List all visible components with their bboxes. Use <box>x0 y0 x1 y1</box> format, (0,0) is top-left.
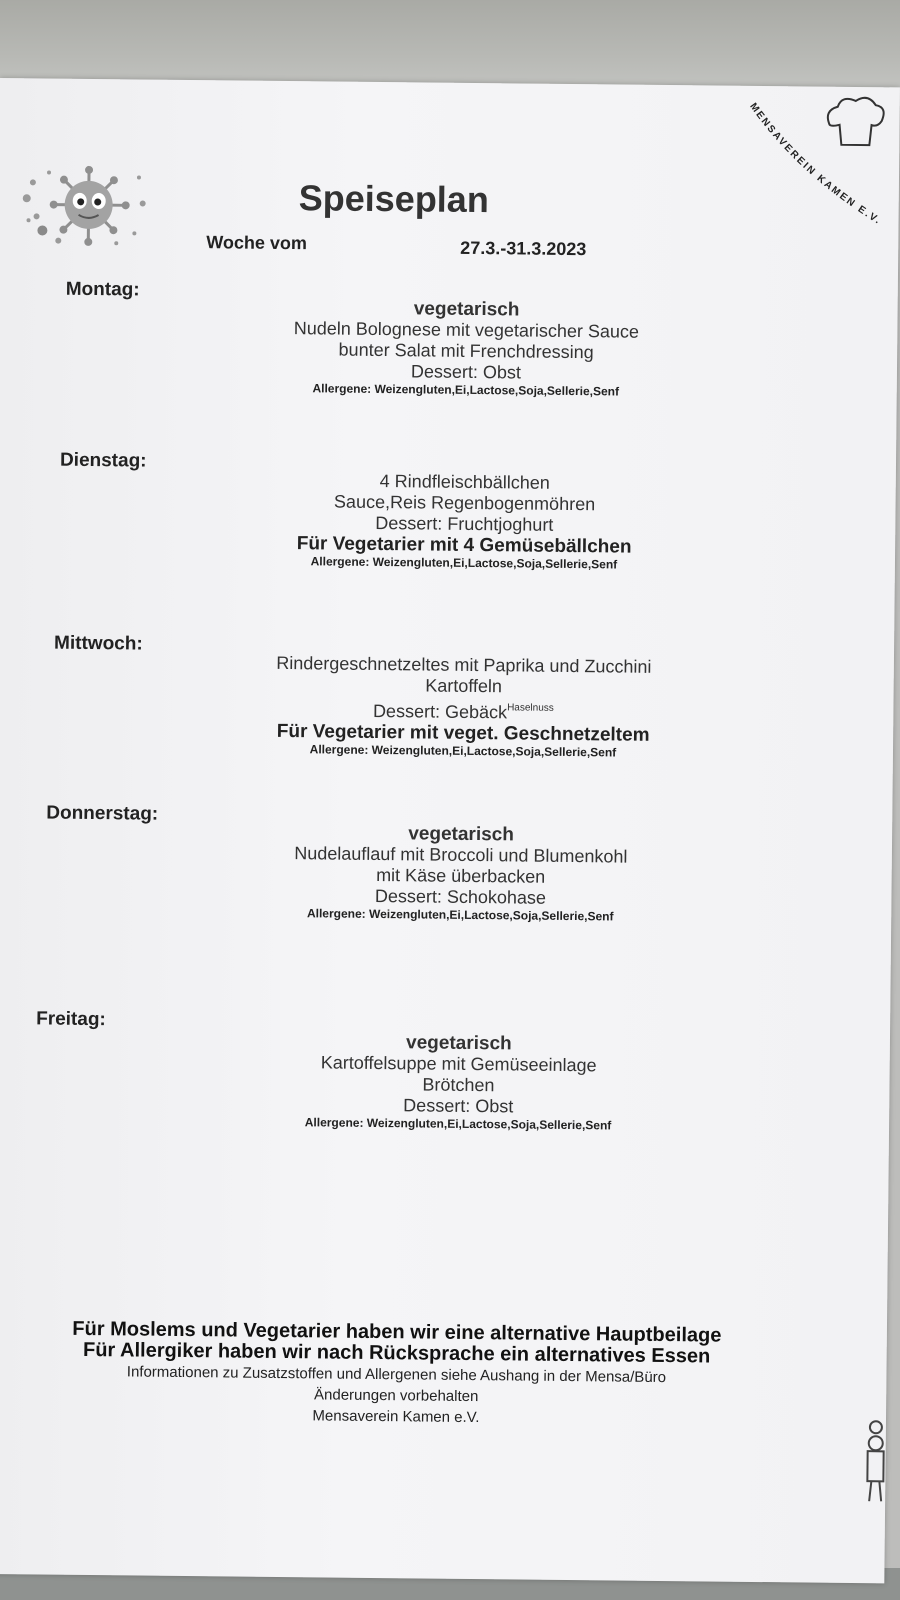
week-range: 27.3.-31.3.2023 <box>460 237 587 260</box>
allergen-line: Allergene: Weizengluten,Ei,Lactose,Soja,Sellerie,Senf <box>304 1115 612 1133</box>
menu-line: Dessert: Obst <box>410 361 522 383</box>
club-logo <box>738 86 900 238</box>
allergen-line: Allergene: Weizengluten,Ei,Lactose,Soja,Sellerie,Senf <box>306 906 614 924</box>
virus-illustration <box>18 158 149 249</box>
chef-figure-icon <box>857 1417 886 1507</box>
menu-thursday <box>255 822 666 925</box>
menu-line: Nudelauflauf mit Broccoli und Blumenkohl <box>294 843 628 867</box>
footer-changes-note: Änderungen vorbehalten <box>313 1386 479 1406</box>
menu-line: Kartoffelsuppe mit Gemüseeinlage <box>320 1052 597 1076</box>
menu-line: vegetarisch <box>405 1032 512 1055</box>
menu-line: Sauce,Reis Regenbogenmöhren <box>333 491 596 515</box>
menu-line: Dessert: Schokohase <box>374 885 547 908</box>
allergen-line: Allergene: Weizengluten,Ei,Lactose,Soja,Sellerie,Senf <box>312 381 620 399</box>
day-label-friday: Freitag: <box>36 1008 106 1031</box>
menu-line: Brötchen <box>422 1074 495 1096</box>
page-title: Speiseplan <box>298 177 490 221</box>
menu-line: 4 Rindfleischbällchen <box>379 470 550 493</box>
day-label-thursday: Donnerstag: <box>46 802 159 825</box>
footer-club-name: Mensaverein Kamen e.V. <box>312 1407 480 1427</box>
day-label-wednesday: Mittwoch: <box>53 632 143 655</box>
menu-tuesday <box>259 470 670 573</box>
menu-line: Rindergeschnetzeltes mit Paprika und Zucchini <box>276 652 652 677</box>
menu-line: Kartoffeln <box>425 675 503 697</box>
allergen-line: Allergene: Weizengluten,Ei,Lactose,Soja,Sellerie,Senf <box>310 554 618 572</box>
allergen-line: Allergene: Weizengluten,Ei,Lactose,Soja,Sellerie,Senf <box>309 742 617 760</box>
footer-additives-info: Informationen zu Zusatzstoffen und Allergenen siehe Aushang in der Mensa/Büro <box>126 1363 667 1387</box>
week-label: Woche vom <box>206 232 308 254</box>
club-logo-text: MENSAVEREIN KAMEN E.V. <box>747 101 884 228</box>
menu-line: Dessert: Obst <box>403 1095 514 1117</box>
menu-line: vegetarisch <box>413 298 520 321</box>
menu-line: Nudeln Bolognese mit vegetarischer Sauce <box>293 318 640 342</box>
menu-line: Dessert: Fruchtjoghurt <box>375 512 554 535</box>
footer-allergy-note: Für Allergiker haben wir nach Rücksprache ein alternatives Essen <box>82 1338 711 1368</box>
menu-line: mit Käse überbacken <box>376 864 546 887</box>
dessert-text: Dessert: Gebäck <box>372 700 508 723</box>
menu-line: Für Vegetarier mit veget. Geschnetzeltem <box>276 720 650 746</box>
menu-line: Für Vegetarier mit 4 Gemüsebällchen <box>296 533 632 558</box>
chef-hat-icon <box>828 97 884 145</box>
menu-line: vegetarisch <box>408 823 515 846</box>
footer-alternative-side: Für Moslems und Vegetarier haben wir eine alternative Hauptbeilage <box>72 1317 722 1347</box>
day-label-tuesday: Dienstag: <box>59 449 147 472</box>
dessert-note: Haselnuss <box>507 702 554 714</box>
menu-line: bunter Salat mit Frenchdressing <box>338 339 594 363</box>
menu-wednesday <box>233 652 694 761</box>
footer-notes <box>6 1318 787 1431</box>
menu-friday <box>253 1031 664 1134</box>
menu-sheet <box>0 78 900 1583</box>
day-label-monday: Montag: <box>65 278 140 301</box>
menu-monday <box>261 297 672 400</box>
